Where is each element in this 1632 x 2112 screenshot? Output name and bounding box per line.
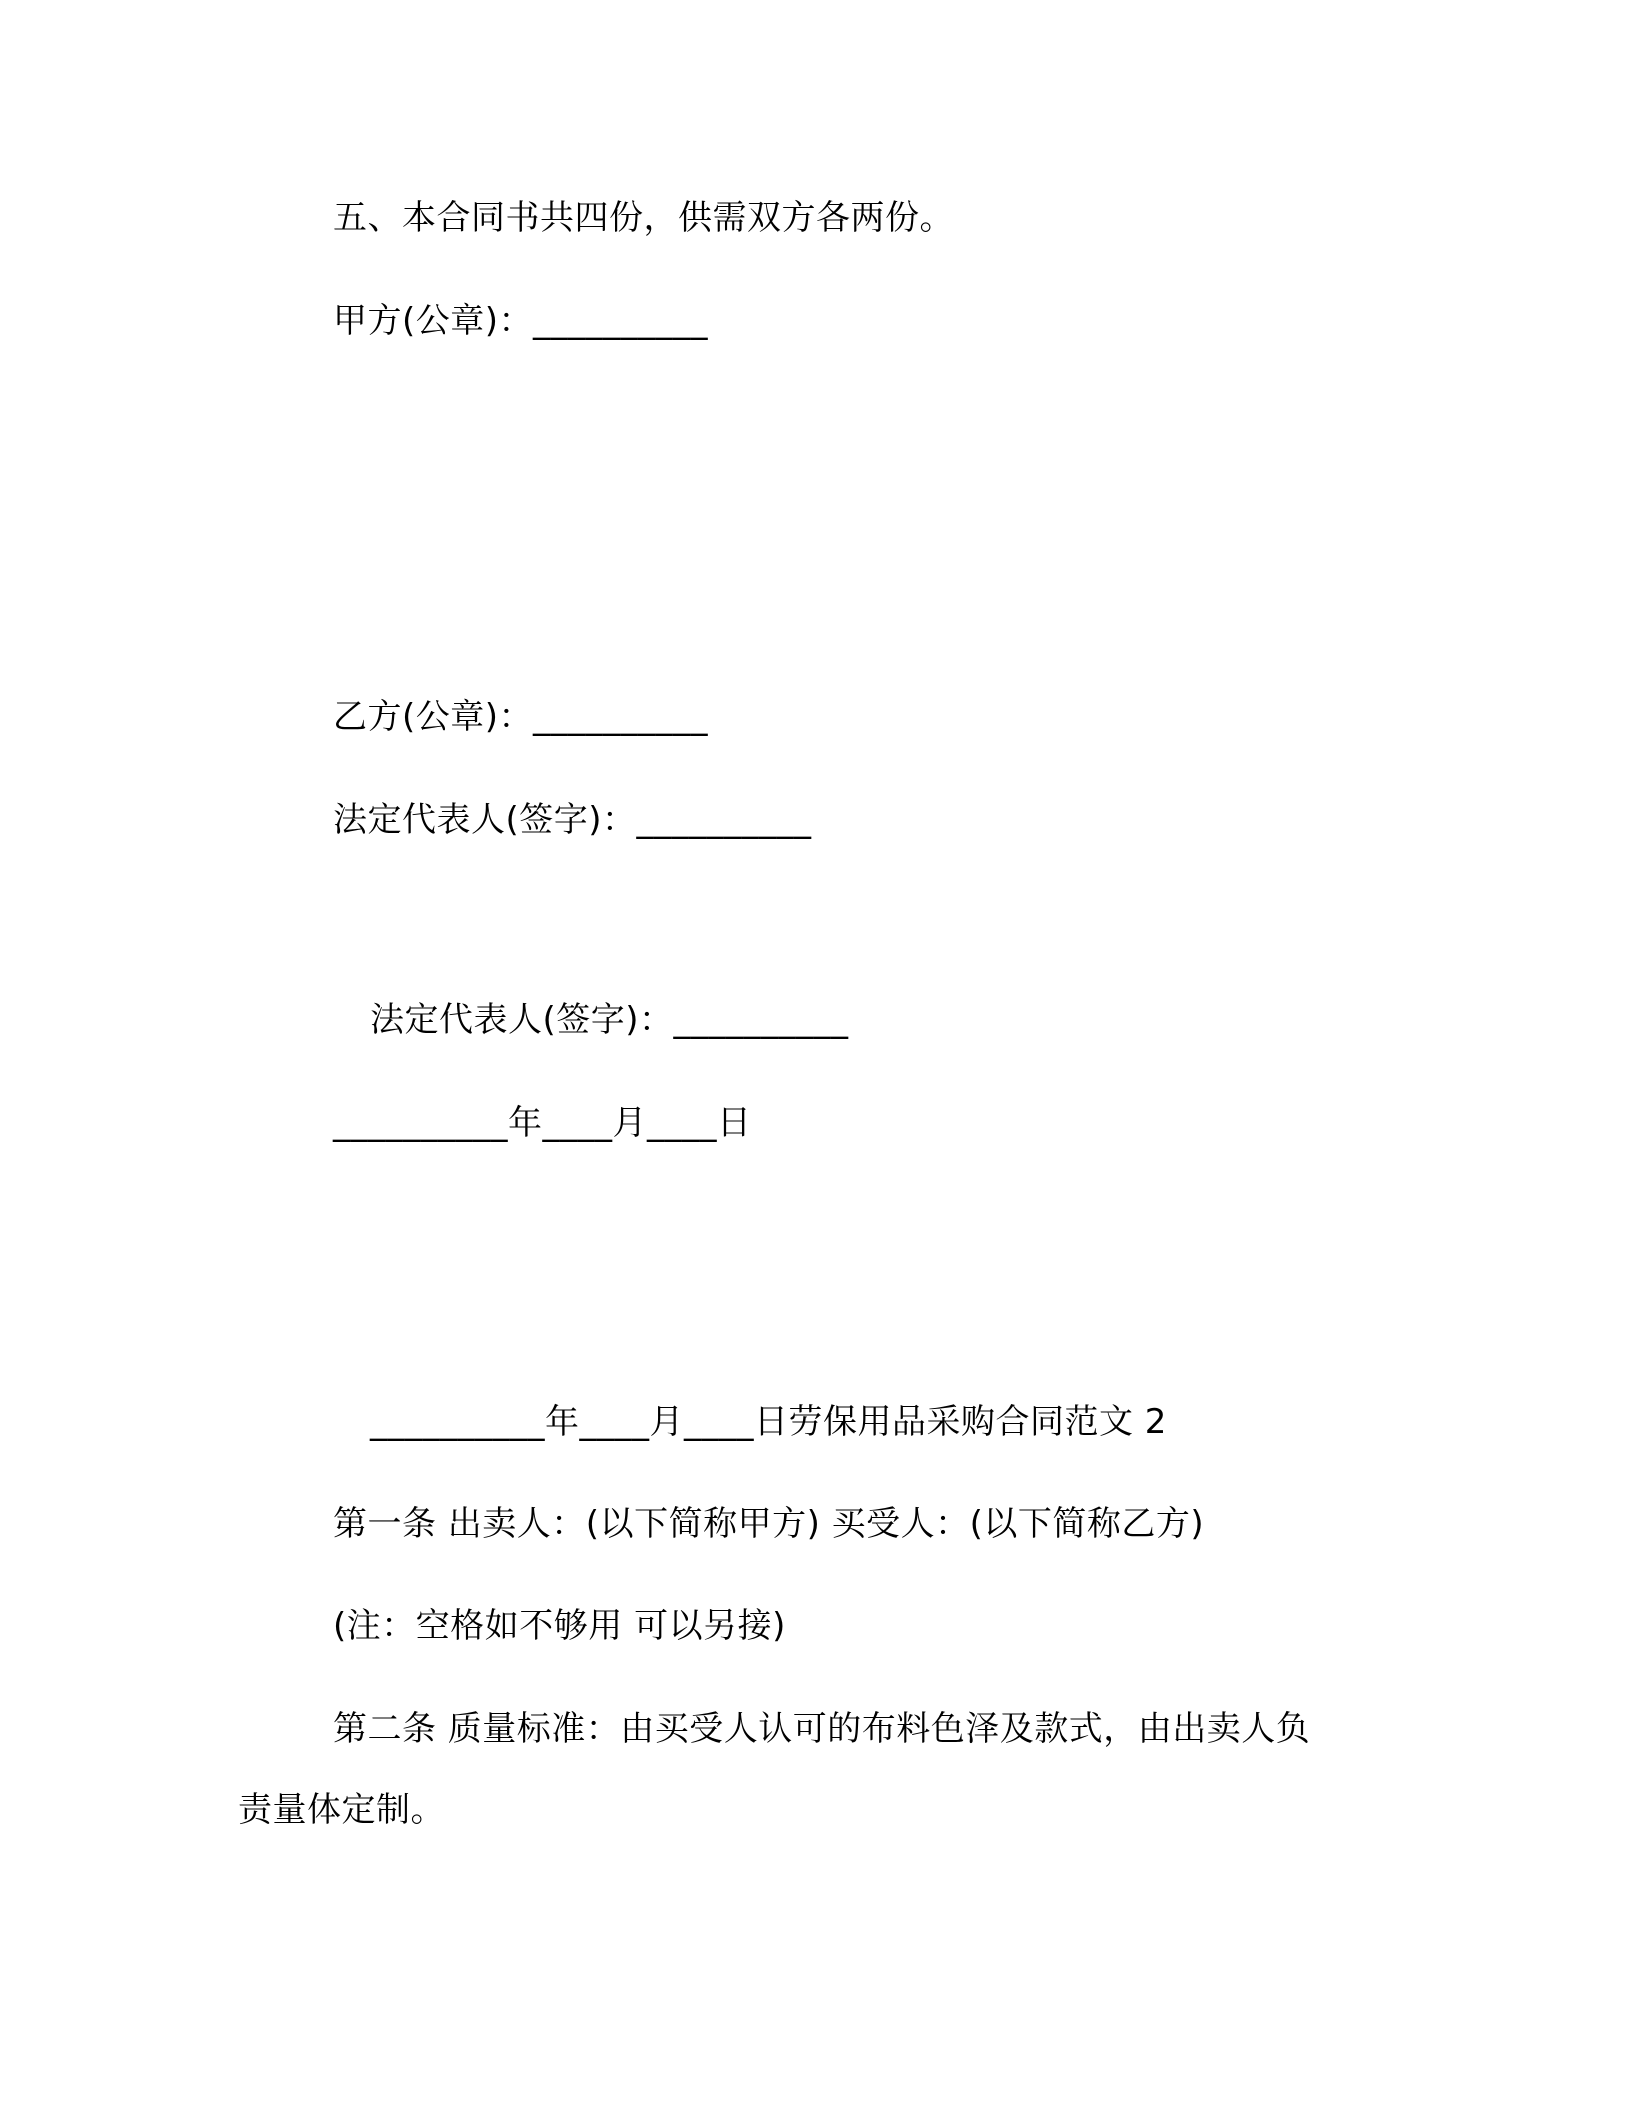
legal-rep-signature-line: 法定代表人(签字)：__________ [333,800,812,840]
party-a-seal-line: 甲方(公章)：__________ [333,301,709,341]
clause-five-copies: 五、本合同书共四份，供需双方各两份。 [333,198,954,238]
article-one: 第一条 出卖人：(以下简称甲方) 买受人：(以下简称乙方) [333,1504,1205,1544]
article-two-continued: 责量体定制。 [238,1790,445,1830]
party-b-seal-line: 乙方(公章)：__________ [333,697,709,737]
article-two: 第二条 质量标准：由买受人认可的布料色泽及款式，由出卖人负 [333,1709,1311,1749]
legal-rep-signature-line: 法定代表人(签字)：__________ [370,1000,849,1040]
note-line: (注：空格如不够用 可以另接) [333,1606,786,1646]
date-line: __________年____月____日 [333,1103,752,1143]
date-and-contract-title: __________年____月____日劳保用品采购合同范文 2 [370,1402,1167,1442]
